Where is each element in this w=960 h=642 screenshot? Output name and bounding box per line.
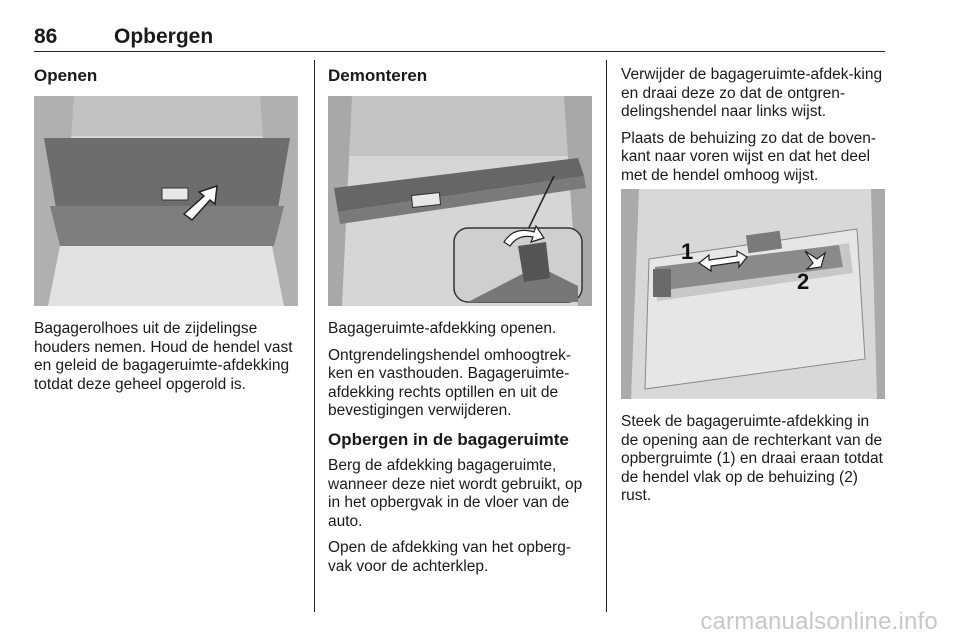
chapter-title: Opbergen [114,25,214,48]
paragraph: Steek de bagageruimte-afdekking in de opening aan de rechterkant van de opbergruimte (1) en draai eraan totdat de hendel vlak op de behuizing (2) rust. [621,413,883,505]
heading-openen: Openen [34,66,98,85]
page-number: 86 [34,25,58,48]
paragraph: Bagageruimte-afdekking openen. [328,320,557,337]
paragraph: Bagagerolhoes uit de zijdelingse houders nemen. Houd de hendel vast en geleid de bagageruimte-afdekking totdat deze geheel opgerold is. [34,320,293,393]
column-divider-1 [314,60,315,612]
paragraph: Berg de afdekking bagageruimte, wanneer deze niet wordt gebruikt, op in het opbergvak in de vloer van de auto. [328,457,583,530]
heading-opbergen: Opbergen in de bagageruimte [328,430,569,449]
paragraph: Ontgrendelingshendel omhoogtrek-ken en vasthouden. Bagageruimte-afdekking rechts optillen en uit de bevestigingen verwijderen. [328,346,571,420]
column-divider-2 [606,60,607,612]
figure-store-cover [621,189,885,399]
callout-2: 2 [797,269,810,294]
paragraph: Verwijder de bagageruimte-afdek-king en draai deze zo dat de ontgren-delingshendel naar links wijst. [621,66,883,121]
watermark: carmanualsonline.info [700,608,938,635]
paragraph: Open de afdekking van het opberg-vak voor de achterklep. [328,539,572,575]
figure-remove-cover [328,96,592,306]
paragraph: Plaats de behuizing zo dat de boven-kant naar voren wijst en dat het deel met de hendel omhoog wijst. [621,129,877,184]
figure-open-cover [34,96,298,306]
text-col3-bottom [621,413,889,514]
text-openen [34,320,300,402]
page-header [34,25,885,52]
heading-demonteren: Demonteren [328,66,428,85]
text-col3-top [621,66,887,194]
text-demonteren [328,320,594,429]
callout-1: 1 [681,239,694,264]
text-opbergen [328,457,594,585]
